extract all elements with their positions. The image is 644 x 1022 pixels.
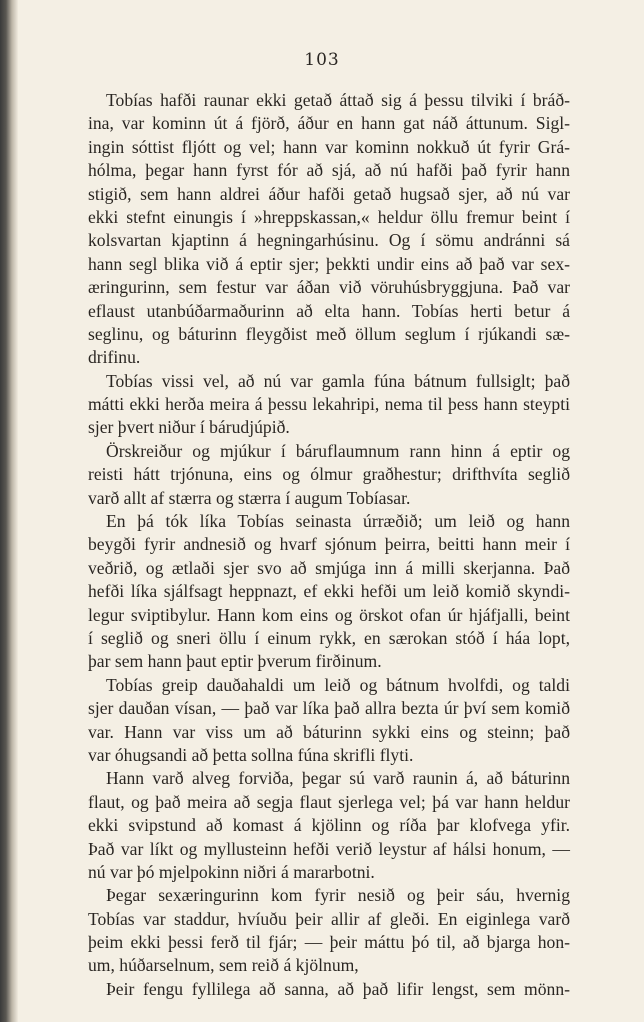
text-line: beygði fyrir andnesið og hvarf sjónum þeirra, beitti hann meir í: [88, 534, 570, 555]
text-line: legur sviptibylur. Hann kom eins og örskot ofan úr hjáfjalli, beint: [88, 604, 570, 625]
text-line: flaut, og það meira að segja flaut sjerlega vel; þá var hann heldur: [88, 791, 570, 812]
text-line: Tobías var staddur, hvíuðu þeir allir af gleði. En eiginlega varð: [88, 908, 570, 929]
text-line: ina, var kominn út á fjörð, áður en hann gat náð áttunum. Sigl-: [88, 113, 570, 134]
text-line: ingin sóttist fljótt og vel; hann var kominn nokkuð út fyrir Grá-: [88, 136, 570, 157]
text-line: ekki stefnt einungis í »hreppskassan,« heldur öllu fremur beint í: [88, 206, 570, 227]
text-line: sjer dauðan vísan, — það var líka það allra bezta úr því sem komið: [88, 698, 570, 719]
text-line: reisti hátt trjónuna, eins og ólmur graðhestur; drifthvíta seglið: [88, 464, 570, 485]
text-line: drifinu.: [88, 347, 141, 368]
text-line: var óhugsandi að þetta sollna fúna skrifli flyti.: [88, 744, 414, 765]
text-line: hefði líka sjálfsagt heppnazt, ef ekki hefði um leið komið skyndi-: [88, 581, 570, 602]
text-line: þar sem hann þaut eptir þverum firðinum.: [88, 651, 382, 672]
text-line: þeim ekki þessi ferð til fjár; — þeir máttu þó til, að bjarga hon-: [88, 932, 570, 953]
text-line: hólma, þegar hann fyrst fór að sjá, að nú hafði það fyrir hann: [88, 160, 570, 181]
text-line: var. Hann var viss um að báturinn sykki eins og steinn; það: [88, 721, 570, 742]
body-text: [88, 89, 570, 1001]
text-line: nú var þó mjelpokinn niðri á mararbotni.: [88, 861, 375, 882]
text-line: Tobías greip dauðahaldi um leið og bátnum hvolfdi, og taldi: [106, 674, 570, 695]
text-line: veðrið, og ætlaði sjer svo að smjúga inn á milli skerjanna. Það: [88, 557, 570, 578]
text-line: mátti ekki herða meira á þessu lekahripi, nema til þess hann steypti: [88, 394, 570, 415]
text-line: í seglið og sneri öllu í einum rykk, en særokan stóð í háa lopt,: [88, 627, 570, 648]
text-line: um, húðarselnum, sem reið á kjölnum,: [88, 955, 359, 976]
text-line: kolsvartan kjaptinn á hegningarhúsinu. Og í sömu andránni sá: [88, 230, 570, 251]
text-line: Þegar sexæringurinn kom fyrir nesið og þeir sáu, hvernig: [106, 885, 570, 906]
text-line: stigið, sem hann aldrei áður hafði getað hugsað sjer, að nú var: [88, 183, 570, 204]
text-line: ekki svipstund að komast á kjölinn og ríða þar klofvega yfir.: [88, 815, 570, 836]
text-line: æringurinn, sem festur var áðan við vöruhúsbryggjuna. Það var: [88, 277, 570, 298]
text-line: Tobías vissi vel, að nú var gamla fúna bátnum fullsiglt; það: [106, 370, 570, 391]
binding-gutter: [0, 0, 18, 1022]
text-line: Örskreiður og mjúkur í báruflaumnum rann hinn á eptir og: [106, 440, 570, 461]
text-line: En þá tók líka Tobías seinasta úrræðið; um leið og hann: [106, 511, 570, 532]
page-number: 103: [304, 50, 340, 70]
text-line: varð allt af stærra og stærra í augum Tobíasar.: [88, 487, 411, 508]
text-line: Tobías hafði raunar ekki getað áttað sig á þessu tilviki í bráð-: [106, 90, 570, 110]
text-line: Það var líkt og myllusteinn hefði verið leystur af hálsi honum, —: [88, 838, 570, 859]
text-line: eflaust utanbúðarmaðurinn að elta hann. Tobías herti betur á: [88, 300, 570, 321]
text-line: sjer þvert niður í bárudjúpið.: [88, 417, 290, 438]
text-line: Þeir fengu fyllilega að sanna, að það lifir lengst, sem mönn-: [106, 978, 570, 999]
text-line: hann segl blika við á eptir sjer; þekkti undir eins að það var sex-: [88, 253, 570, 274]
text-line: Hann varð alveg forviða, þegar sú varð raunin á, að báturinn: [106, 768, 570, 789]
text-line: seglinu, og báturinn fleygðist með öllum seglum í rjúkandi sæ-: [88, 323, 570, 344]
